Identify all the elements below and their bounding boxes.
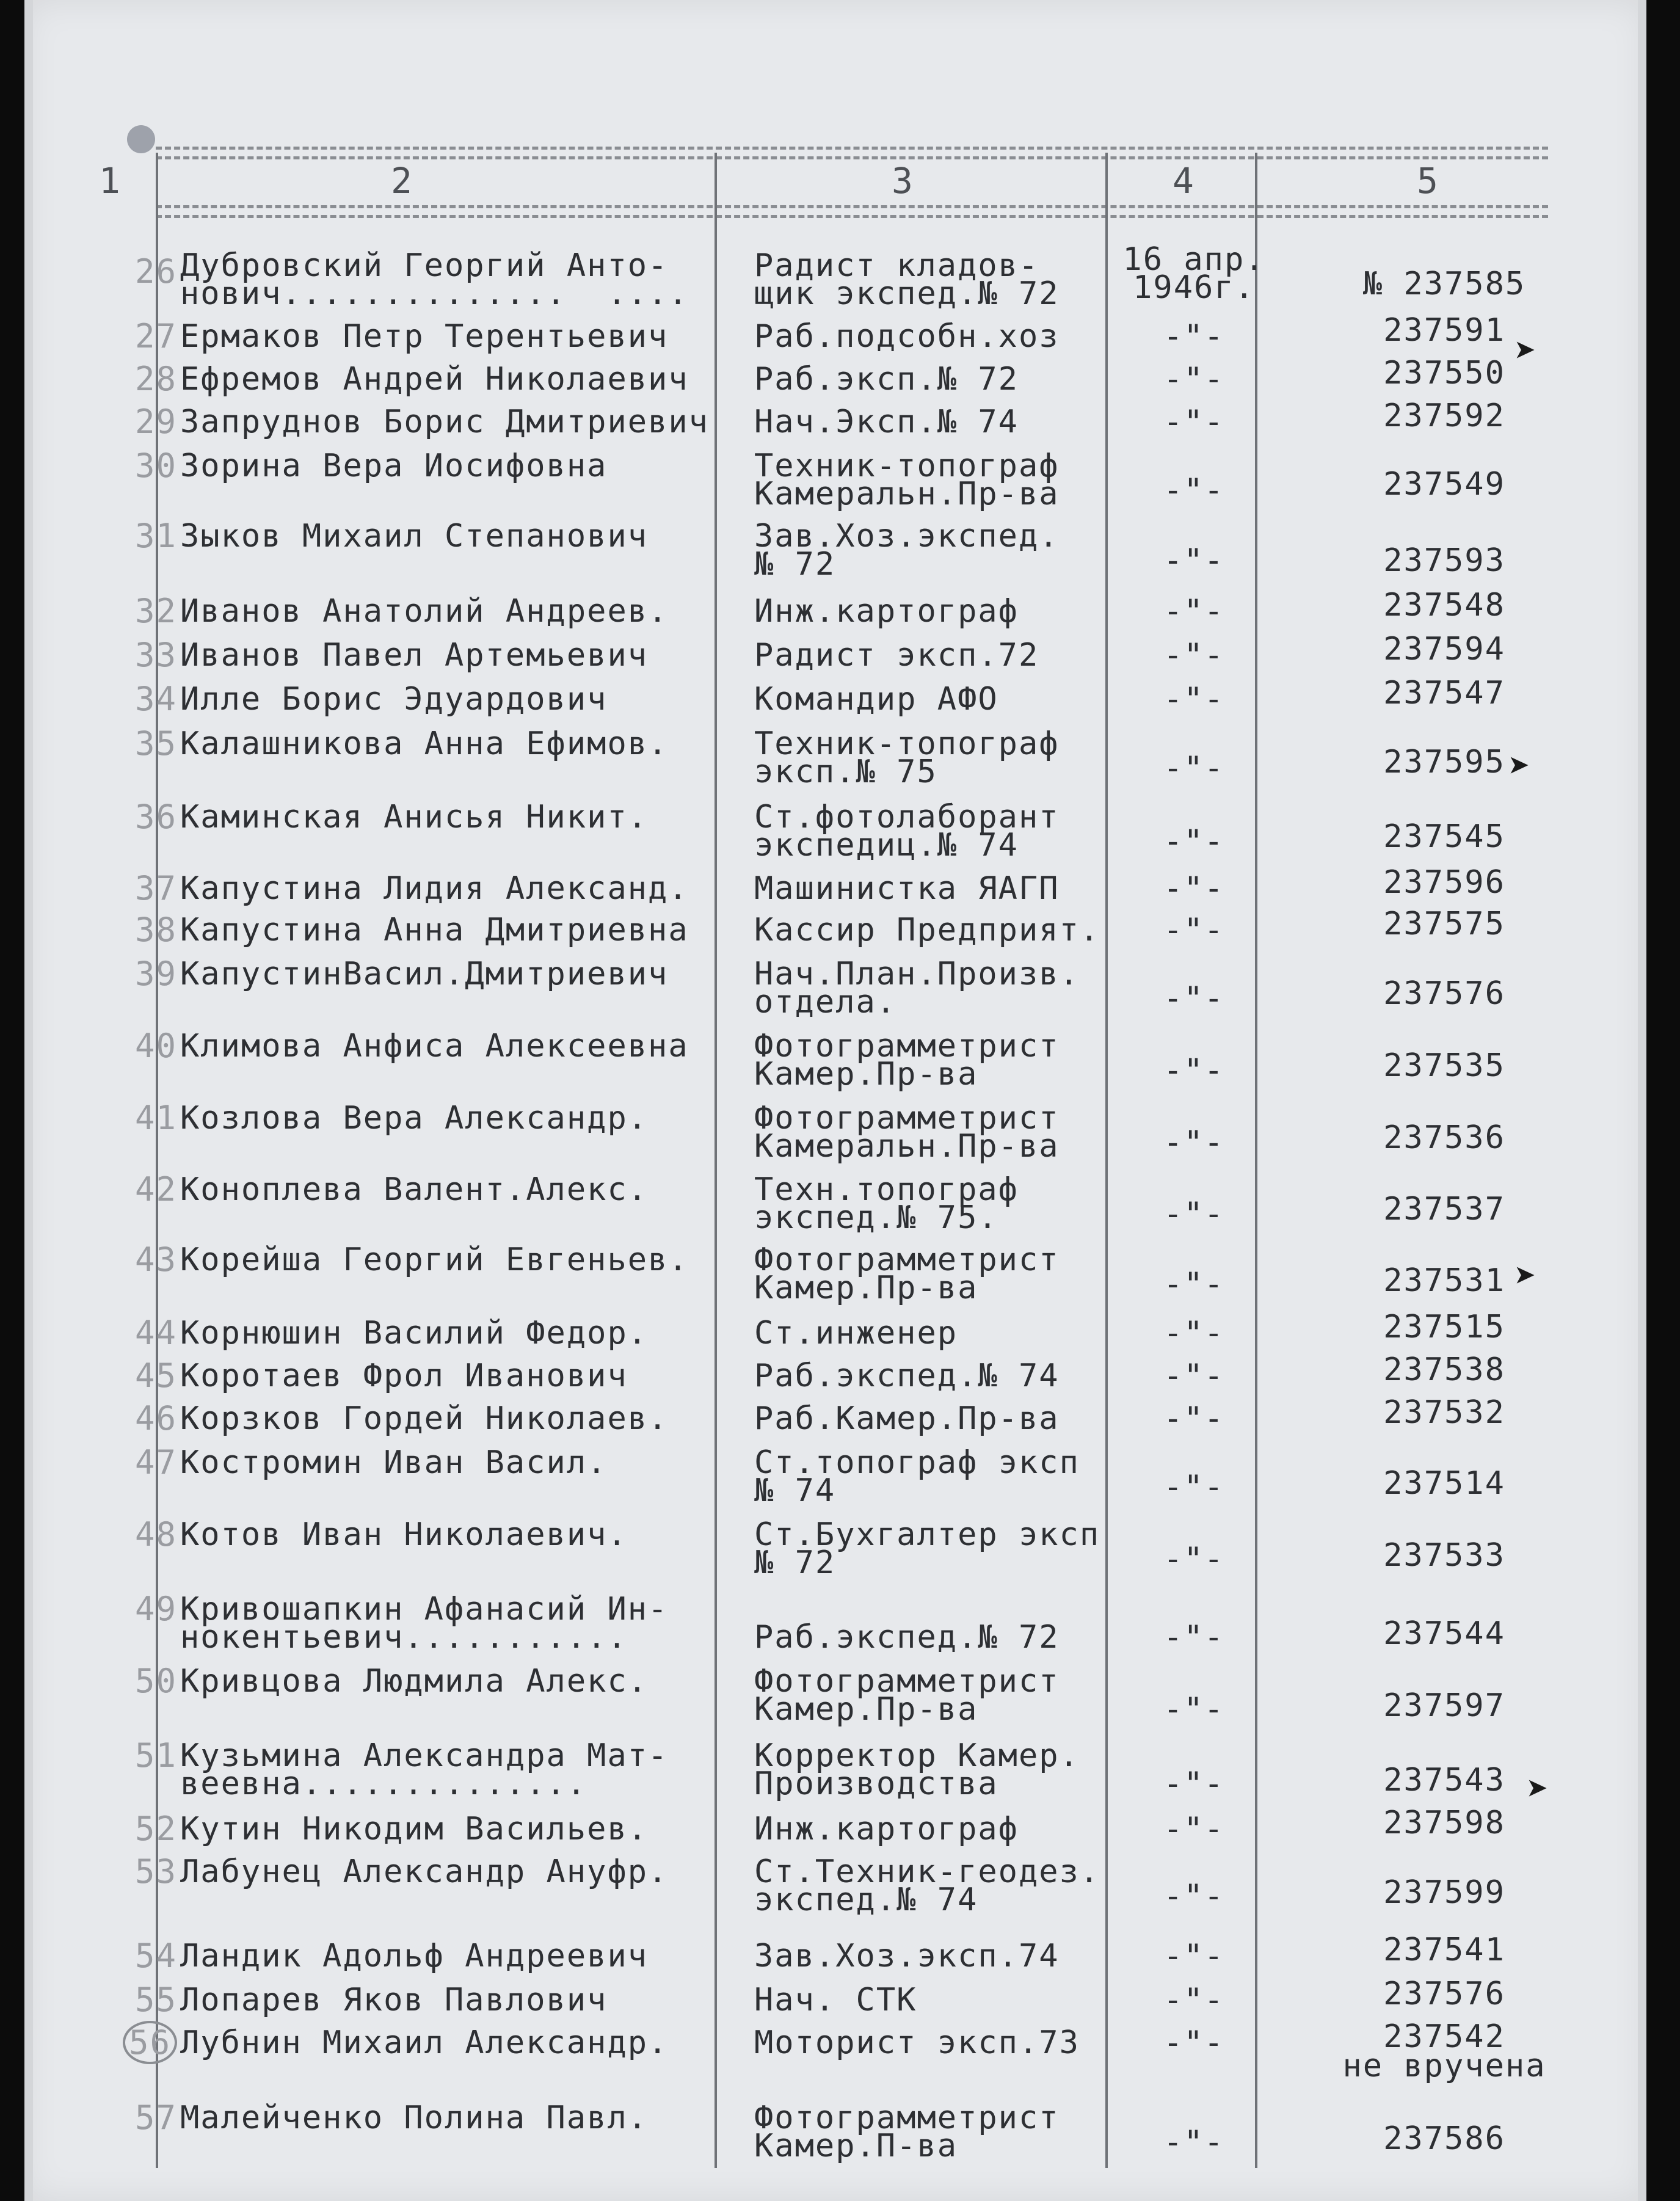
position: Раб.подсобн.хоз	[754, 318, 1060, 355]
certificate-number: 237531	[1383, 1262, 1505, 1299]
certificate-number: 237544	[1383, 1615, 1505, 1652]
row-number: 34	[134, 680, 177, 718]
certificate-number: 237549	[1383, 466, 1505, 503]
person-name: Иванов Павел Артемьевич	[180, 637, 649, 674]
position: Фотограмметрист Камер.Пр-ва	[754, 1663, 1060, 1728]
person-name: Илле Борис Эдуардович	[180, 681, 608, 718]
certificate-number: 237541	[1383, 1932, 1505, 1968]
person-name: Кутин Никодим Васильев.	[180, 1811, 649, 1847]
header-rule-top-2	[156, 156, 1548, 159]
award-date: -"-	[1163, 1469, 1224, 1505]
person-name: Корнюшин Василий Федор.	[180, 1315, 649, 1352]
binder-pin-icon: ➤	[1515, 1255, 1537, 1298]
certificate-number: 237548	[1383, 587, 1505, 624]
certificate-number: 237576	[1383, 975, 1505, 1012]
certificate-number: 237575	[1383, 906, 1505, 942]
person-name: Ермаков Петр Терентьевич	[180, 318, 669, 355]
award-date: -"-	[1163, 1196, 1224, 1232]
person-name: Котов Иван Николаевич.	[180, 1516, 628, 1553]
certificate-number: 237536	[1383, 1119, 1505, 1156]
document-sheet	[24, 0, 1646, 2201]
award-date: -"-	[1163, 1400, 1224, 1437]
row-number: 28	[134, 360, 177, 398]
position: Раб.эксп.№ 72	[754, 361, 1019, 398]
row-number: 38	[134, 911, 177, 949]
row-number: 29	[134, 402, 177, 441]
award-date: -"-	[1163, 1541, 1224, 1577]
position: Фотограмметрист Камер.Пр-ва	[754, 1242, 1060, 1306]
person-name: КапустинВасил.Дмитриевич	[180, 956, 669, 992]
award-date: -"-	[1163, 1938, 1224, 1974]
not-delivered-note: не вручена	[1342, 2048, 1546, 2084]
row-number: 31	[134, 517, 177, 555]
person-name: Корзков Гордей Николаев.	[180, 1400, 669, 1437]
row-number: 54	[134, 1937, 177, 1975]
row-number: 40	[134, 1027, 177, 1065]
certificate-number: 237597	[1383, 1687, 1505, 1724]
row-number: 52	[134, 1810, 177, 1848]
certificate-number: 237586	[1383, 2120, 1505, 2157]
binder-pin-icon: ➤	[1527, 1768, 1549, 1811]
row-number: 50	[134, 1662, 177, 1700]
certificate-number: 237532	[1383, 1394, 1505, 1431]
position: Ст.инженер	[754, 1315, 958, 1352]
person-name: Коноплева Валент.Алекс.	[180, 1171, 649, 1208]
certificate-number: 237599	[1383, 1874, 1505, 1911]
punch-hole	[127, 125, 155, 153]
position: Фотограмметрист Камер.Пр-ва	[754, 1028, 1060, 1093]
certificate-number: 237533	[1383, 1537, 1505, 1574]
person-name: Капустина Анна Дмитриевна	[180, 912, 689, 948]
row-number: 51	[134, 1736, 177, 1775]
award-date: -"-	[1163, 823, 1224, 860]
position: Зав.Хоз.экспед. № 72	[754, 518, 1060, 583]
person-name: Ефремов Андрей Николаевич	[180, 361, 689, 398]
row-number: 57	[134, 2098, 177, 2137]
position: Нач. СТК	[754, 1982, 917, 2018]
position: Радист эксп.72	[754, 637, 1039, 674]
column-number-4: 4	[1173, 160, 1194, 202]
award-date: -"-	[1163, 2124, 1224, 2161]
person-name: Ландик Адольф Андреевич	[180, 1938, 649, 1974]
person-name: Запруднов Борис Дмитриевич	[180, 404, 709, 440]
certificate-number: 237547	[1383, 675, 1505, 711]
person-name: Коротаев Фрол Иванович	[180, 1358, 628, 1394]
certificate-number: 237595	[1383, 744, 1505, 780]
person-name: Зыков Михаил Степанович	[180, 518, 649, 555]
person-name: Козлова Вера Александр.	[180, 1100, 649, 1137]
position: Ст.Техник-геодез. экспед.№ 74	[754, 1854, 1100, 1918]
certificate-number: 237596	[1383, 864, 1505, 901]
award-date: -"-	[1163, 1315, 1224, 1352]
row-number: 55	[134, 1981, 177, 2019]
award-date: -"-	[1163, 318, 1224, 355]
row-number: 36	[134, 798, 177, 836]
column-number-5: 5	[1417, 160, 1438, 202]
person-name: Малейченко Полина Павл.	[180, 2100, 649, 2136]
circled-row-number: 56	[123, 2021, 177, 2064]
position: Корректор Камер. Производства	[754, 1737, 1080, 1802]
award-date: -"-	[1163, 1619, 1224, 1656]
position: Моторист эксп.73	[754, 2025, 1080, 2061]
person-name: Лабунец Александр Ануфр.	[180, 1854, 669, 1890]
award-date: -"-	[1163, 404, 1224, 440]
position: Раб.экспед.№ 74	[754, 1358, 1060, 1394]
certificate-number: 237592	[1383, 398, 1505, 434]
row-number: 30	[134, 446, 177, 485]
header-rule-top	[156, 147, 1548, 150]
certificate-number: 237514	[1383, 1465, 1505, 1502]
certificate-number: 237542	[1383, 2018, 1505, 2055]
person-name: Лубнин Михаил Александр.	[180, 2025, 669, 2061]
award-date: -"-	[1163, 361, 1224, 398]
certificate-number: 237591	[1383, 312, 1505, 349]
position: Техник-топограф эксп.№ 75	[754, 726, 1060, 790]
position: Командир АФО	[754, 681, 998, 718]
award-date: -"-	[1163, 472, 1224, 509]
certificate-number: 237594	[1383, 631, 1505, 668]
row-number: 47	[134, 1443, 177, 1482]
column-divider-3	[1105, 153, 1108, 2168]
certificate-number: 237545	[1383, 818, 1505, 855]
award-date: -"-	[1163, 542, 1224, 579]
column-divider-4	[1255, 153, 1257, 2168]
row-number: 44	[134, 1314, 177, 1352]
row-number: 32	[134, 592, 177, 630]
column-number-1: 1	[99, 160, 120, 202]
column-number-2: 2	[391, 160, 412, 202]
certificate-number: 237535	[1383, 1047, 1505, 1084]
position: Нач.Эксп.№ 74	[754, 404, 1019, 440]
certificate-number: 237538	[1383, 1352, 1505, 1388]
award-date: -"-	[1163, 912, 1224, 948]
position: Техник-топограф Камеральн.Пр-ва	[754, 448, 1060, 512]
position: Раб.экспед.№ 72	[754, 1619, 1060, 1656]
award-date: -"-	[1163, 681, 1224, 718]
certificate-number: 237593	[1383, 542, 1505, 579]
person-name: Кривошапкин Афанасий Ин- нокентьевич...........	[180, 1591, 669, 1656]
award-date: -"-	[1163, 593, 1224, 630]
certificate-number: 237576	[1383, 1976, 1505, 2012]
row-number: 49	[134, 1590, 177, 1628]
binder-pin-icon: ➤	[1515, 330, 1537, 373]
award-date: -"-	[1163, 980, 1224, 1017]
award-date: -"-	[1163, 1124, 1224, 1161]
column-divider-2	[715, 153, 717, 2168]
certificate-number: 237550	[1383, 355, 1505, 391]
person-name: Кузьмина Александра Мат- веевна..............	[180, 1737, 669, 1802]
position: Зав.Хоз.эксп.74	[754, 1938, 1060, 1974]
certificate-number: 237537	[1383, 1191, 1505, 1228]
header-rule-bottom-2	[156, 215, 1548, 218]
award-date: 16 апр. 1946г.	[1122, 241, 1265, 306]
position: Раб.Камер.Пр-ва	[754, 1400, 1060, 1437]
certificate-number: № 237585	[1362, 266, 1526, 302]
award-date: -"-	[1163, 870, 1224, 907]
person-name: Корейша Георгий Евгеньев.	[180, 1242, 689, 1278]
row-number: 41	[134, 1099, 177, 1137]
award-date: -"-	[1163, 750, 1224, 787]
row-number: 33	[134, 636, 177, 674]
person-name: Климова Анфиса Алексеевна	[180, 1028, 689, 1064]
row-number: 26	[134, 252, 177, 291]
scan-edge-left	[24, 0, 33, 2201]
row-number: 27	[134, 317, 177, 355]
certificate-number: 237515	[1383, 1309, 1505, 1345]
award-date: -"-	[1163, 1691, 1224, 1728]
position: Инж.картограф	[754, 593, 1019, 630]
award-date: -"-	[1163, 1052, 1224, 1089]
position: Фотограмметрист Камеральн.Пр-ва	[754, 1100, 1060, 1165]
position: Инж.картограф	[754, 1811, 1019, 1847]
award-date: -"-	[1163, 637, 1224, 674]
row-number: 35	[134, 724, 177, 763]
row-number: 45	[134, 1356, 177, 1395]
person-name: Костромин Иван Васил.	[180, 1444, 608, 1481]
person-name: Зорина Вера Иосифовна	[180, 448, 608, 484]
person-name: Иванов Анатолий Андреев.	[180, 593, 669, 630]
person-name: Дубровский Георгий Анто- нович.............. ....	[180, 247, 689, 312]
position: Нач.План.Произв. отдела.	[754, 956, 1080, 1020]
award-date: -"-	[1163, 2025, 1224, 2061]
row-number: 48	[134, 1515, 177, 1554]
position: Радист кладов- щик экспед.№ 72	[754, 247, 1060, 312]
position: Ст.топограф эксп № 74	[754, 1444, 1080, 1509]
row-number	[98, 2023, 177, 2062]
row-number: 42	[134, 1170, 177, 1209]
row-number: 39	[134, 955, 177, 993]
person-name: Капустина Лидия Александ.	[180, 870, 689, 907]
binder-pin-icon: ➤	[1508, 745, 1531, 788]
award-date: -"-	[1163, 1266, 1224, 1303]
award-date: -"-	[1163, 1982, 1224, 2018]
person-name: Каминская Анисья Никит.	[180, 799, 649, 835]
person-name: Кривцова Людмила Алекс.	[180, 1663, 649, 1700]
award-date: -"-	[1163, 1811, 1224, 1847]
row-number: 37	[134, 869, 177, 908]
column-number-3: 3	[892, 160, 913, 202]
position: Кассир Предприят.	[754, 912, 1100, 948]
row-number: 46	[134, 1399, 177, 1438]
row-number: 43	[134, 1240, 177, 1279]
person-name: Калашникова Анна Ефимов.	[180, 726, 669, 762]
position: Фотограмметрист Камер.П-ва	[754, 2100, 1060, 2164]
scan-edge-right	[1638, 0, 1646, 2201]
position: Ст.фотолаборант экспедиц.№ 74	[754, 799, 1060, 864]
award-date: -"-	[1163, 1766, 1224, 1802]
position: Машинистка ЯАГП	[754, 870, 1060, 907]
person-name: Лопарев Яков Павлович	[180, 1982, 608, 2018]
position: Техн.топограф экспед.№ 75.	[754, 1171, 1019, 1236]
header-rule-bottom	[156, 205, 1548, 208]
position: Ст.Бухгалтер эксп № 72	[754, 1516, 1100, 1581]
certificate-number: 237598	[1383, 1805, 1505, 1841]
award-date: -"-	[1163, 1358, 1224, 1394]
award-date: -"-	[1163, 1878, 1224, 1915]
certificate-number: 237543	[1383, 1762, 1505, 1799]
row-number: 53	[134, 1852, 177, 1891]
